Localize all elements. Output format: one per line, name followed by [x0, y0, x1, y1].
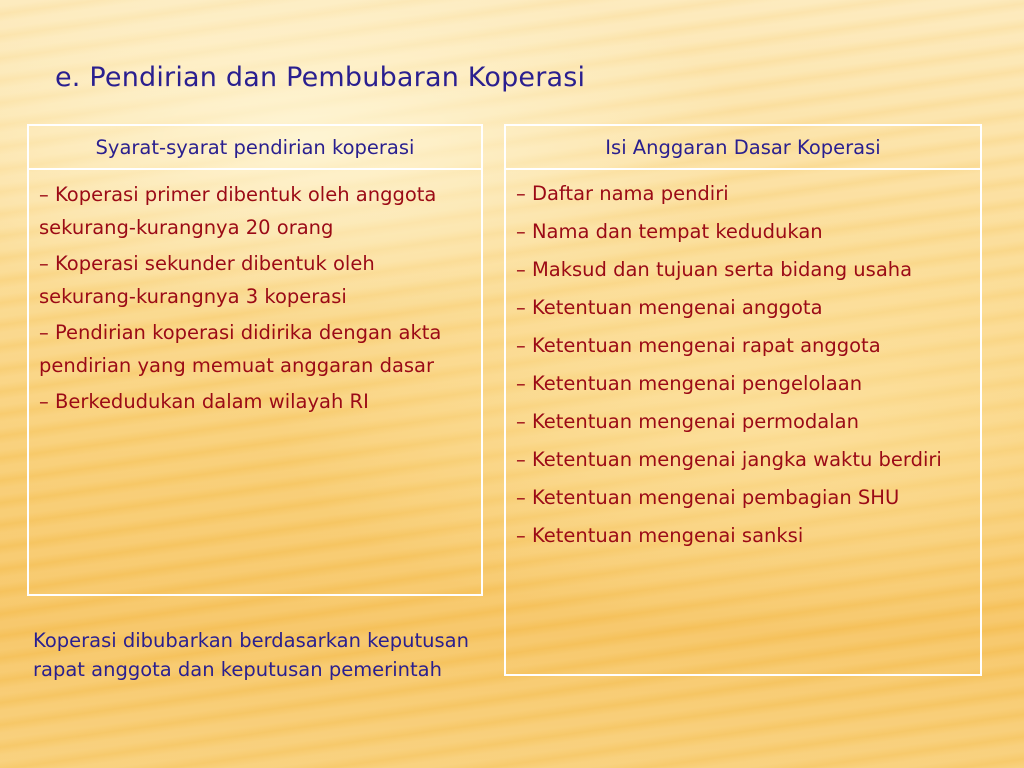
requirements-panel: [27, 124, 483, 596]
articles-panel: [504, 124, 982, 676]
list-item: – Ketentuan mengenai rapat anggota: [516, 334, 881, 357]
requirements-list: [29, 170, 481, 418]
list-item: – Daftar nama pendiri: [516, 182, 729, 205]
list-item: – Maksud dan tujuan serta bidang usaha: [516, 258, 913, 281]
list-item: – Ketentuan mengenai permodalan: [516, 410, 859, 433]
list-item: – Berkedudukan dalam wilayah RI: [39, 390, 369, 413]
articles-header: Isi Anggaran Dasar Koperasi: [506, 126, 980, 170]
list-item: – Ketentuan mengenai jangka waktu berdiri: [516, 448, 942, 471]
requirements-header: Syarat-syarat pendirian koperasi: [29, 126, 481, 170]
slide-title: e. Pendirian dan Pembubaran Koperasi: [55, 62, 586, 93]
list-item: – Ketentuan mengenai sanksi: [516, 524, 804, 547]
list-item: – Ketentuan mengenai pengelolaan: [516, 372, 863, 395]
list-item: – Koperasi sekunder dibentuk oleh sekurang-kurangnya 3 koperasi: [39, 252, 375, 308]
list-item: – Nama dan tempat kedudukan: [516, 220, 823, 243]
dissolution-note: Koperasi dibubarkan berdasarkan keputusan rapat anggota dan keputusan pemerintah: [33, 629, 469, 681]
list-item: – Ketentuan mengenai anggota: [516, 296, 823, 319]
list-item: – Koperasi primer dibentuk oleh anggota sekurang-kurangnya 20 orang: [39, 183, 437, 239]
articles-list: [506, 170, 980, 552]
list-item: – Pendirian koperasi didirika dengan akta pendirian yang memuat anggaran dasar: [39, 321, 442, 377]
list-item: – Ketentuan mengenai pembagian SHU: [516, 486, 900, 509]
